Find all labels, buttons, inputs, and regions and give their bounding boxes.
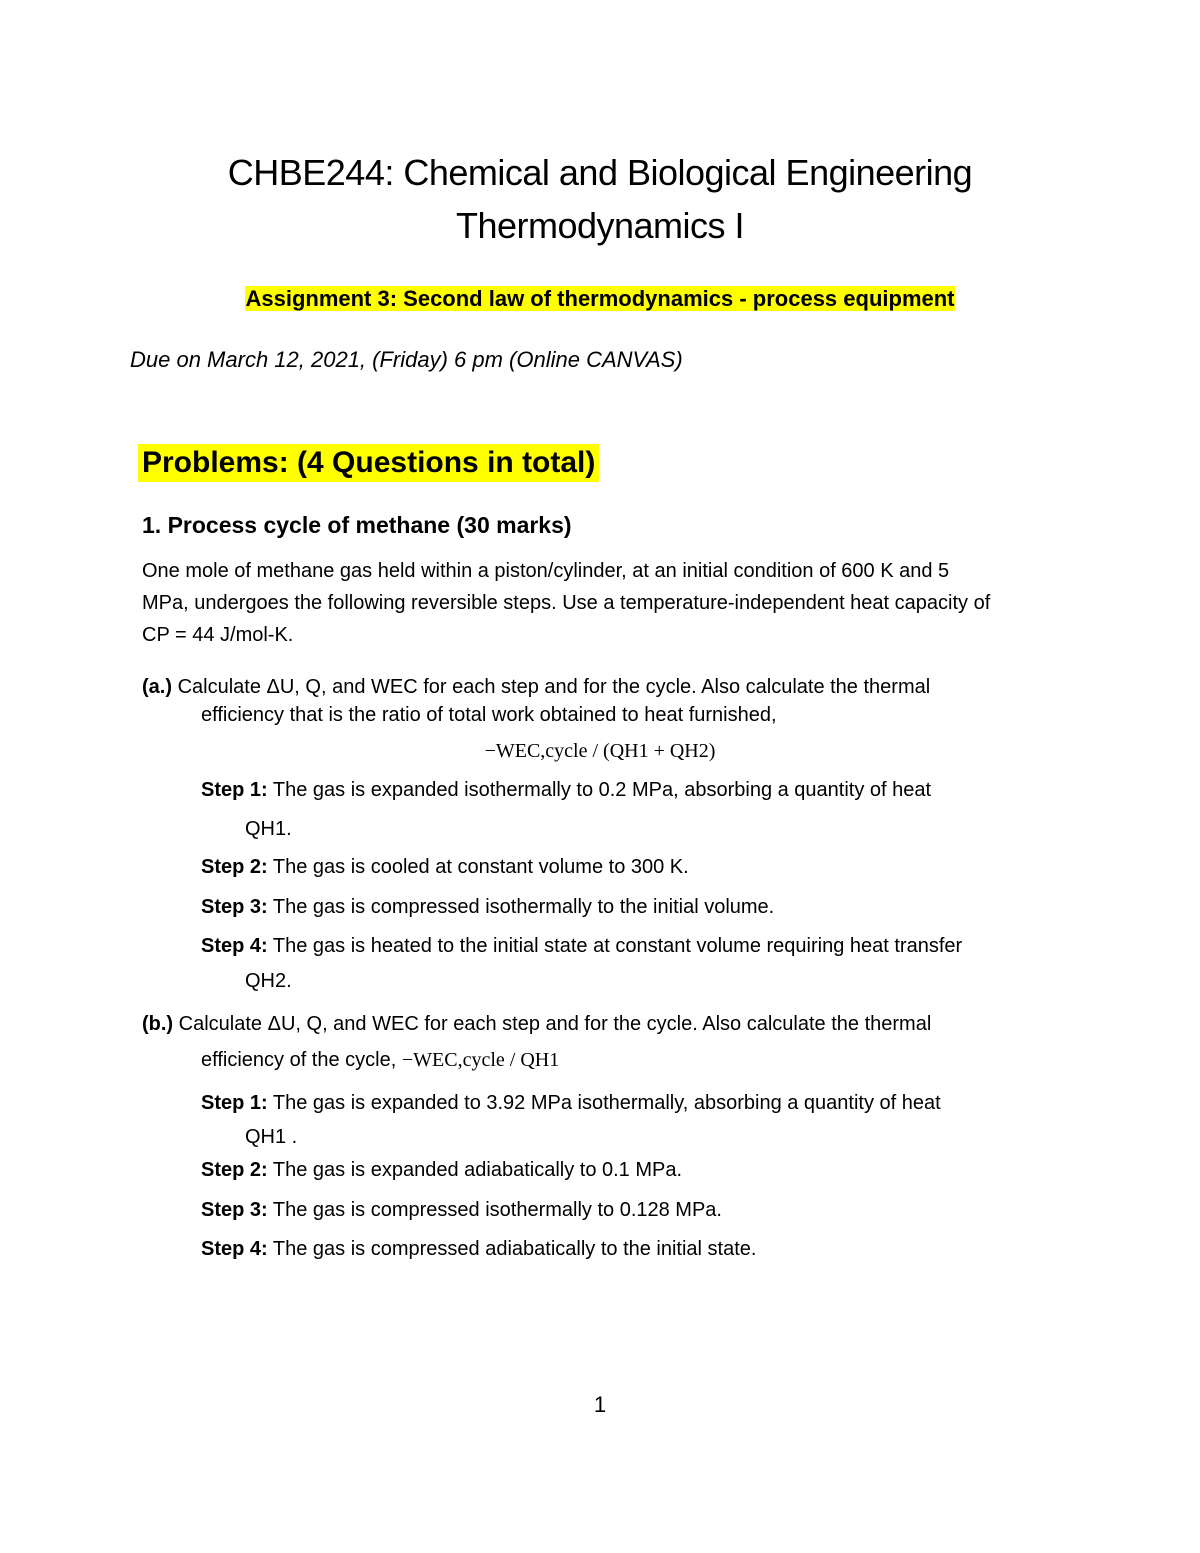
part-b-step-3-label: Step 3: <box>201 1199 268 1221</box>
intro-line-2: MPa, undergoes the following reversible steps. Use a temperature-independent heat capacity of <box>142 592 991 614</box>
part-a-step-2-label: Step 2: <box>201 856 268 878</box>
part-a-text-line-2: efficiency that is the ratio of total work obtained to heat furnished, <box>201 704 777 726</box>
problems-heading: Problems: (4 Questions in total) <box>138 444 599 482</box>
intro-line-1: One mole of methane gas held within a piston/cylinder, at an initial condition of 600 K and 5 <box>142 560 950 582</box>
part-a-step-1 <box>201 779 931 802</box>
part-a-step-1-text: The gas is expanded isothermally to 0.2 MPa, absorbing a quantity of heat <box>272 779 932 801</box>
part-a-step-3-label: Step 3: <box>201 896 268 918</box>
part-b-step-3 <box>201 1199 722 1222</box>
assignment-title <box>0 286 1200 312</box>
part-a-step-4-cont: QH2. <box>245 970 292 992</box>
intro-line-3: CP = 44 J/mol-K. <box>142 624 294 646</box>
part-a-text-line-1: Calculate ΔU, Q, and WEC for each step and for the cycle. Also calculate the thermal <box>177 676 931 698</box>
part-b-step-2 <box>201 1159 682 1182</box>
course-title-line2: Thermodynamics I <box>455 205 745 246</box>
part-a-step-4-label: Step 4: <box>201 935 268 957</box>
due-date: Due on March 12, 2021, (Friday) 6 pm (Online CANVAS) <box>130 347 683 372</box>
part-b-text-line-2: efficiency of the cycle, <box>201 1049 397 1071</box>
part-a-efficiency-formula: −WEC,cycle / (QH1 + QH2) <box>484 740 716 762</box>
part-a-line-1 <box>142 676 930 699</box>
course-title-line1: CHBE244: Chemical and Biological Engineering <box>227 152 973 193</box>
part-a-step-2 <box>201 856 689 879</box>
assignment-title-text: Assignment 3: Second law of thermodynamics - process equipment <box>245 286 955 311</box>
part-b-text-line-1: Calculate ΔU, Q, and WEC for each step and for the cycle. Also calculate the thermal <box>178 1013 932 1035</box>
part-b-label: (b.) <box>142 1013 174 1035</box>
part-a-step-3 <box>201 896 774 919</box>
part-b-step-2-text: The gas is expanded adiabatically to 0.1 MPa. <box>272 1159 683 1181</box>
part-a-step-4 <box>201 935 962 958</box>
part-b-step-1-label: Step 1: <box>201 1092 268 1114</box>
page-number: 1 <box>593 1392 607 1417</box>
part-b-line-2 <box>201 1049 559 1072</box>
part-b-step-1-text: The gas is expanded to 3.92 MPa isothermally, absorbing a quantity of heat <box>272 1092 941 1114</box>
part-a-step-4-text: The gas is heated to the initial state at constant volume requiring heat transfer <box>272 935 963 957</box>
part-b-line-1 <box>142 1013 931 1036</box>
part-b-efficiency-formula: −WEC,cycle / QH1 <box>401 1049 560 1071</box>
part-a-step-1-label: Step 1: <box>201 779 268 801</box>
part-a-step-1-cont: QH1. <box>245 818 292 840</box>
part-b-step-4 <box>201 1238 756 1261</box>
part-b-step-3-text: The gas is compressed isothermally to 0.128 MPa. <box>272 1199 722 1221</box>
part-b-step-4-label: Step 4: <box>201 1238 268 1260</box>
part-b-step-1 <box>201 1092 941 1115</box>
part-b-step-4-text: The gas is compressed adiabatically to the initial state. <box>272 1238 757 1260</box>
question-1-heading: 1. Process cycle of methane (30 marks) <box>142 512 572 538</box>
part-a-label: (a.) <box>142 676 172 698</box>
part-b-step-2-label: Step 2: <box>201 1159 268 1181</box>
part-a-step-3-text: The gas is compressed isothermally to the initial volume. <box>272 896 775 918</box>
part-a-step-2-text: The gas is cooled at constant volume to 300 K. <box>272 856 689 878</box>
part-b-step-1-cont: QH1 . <box>245 1126 298 1148</box>
